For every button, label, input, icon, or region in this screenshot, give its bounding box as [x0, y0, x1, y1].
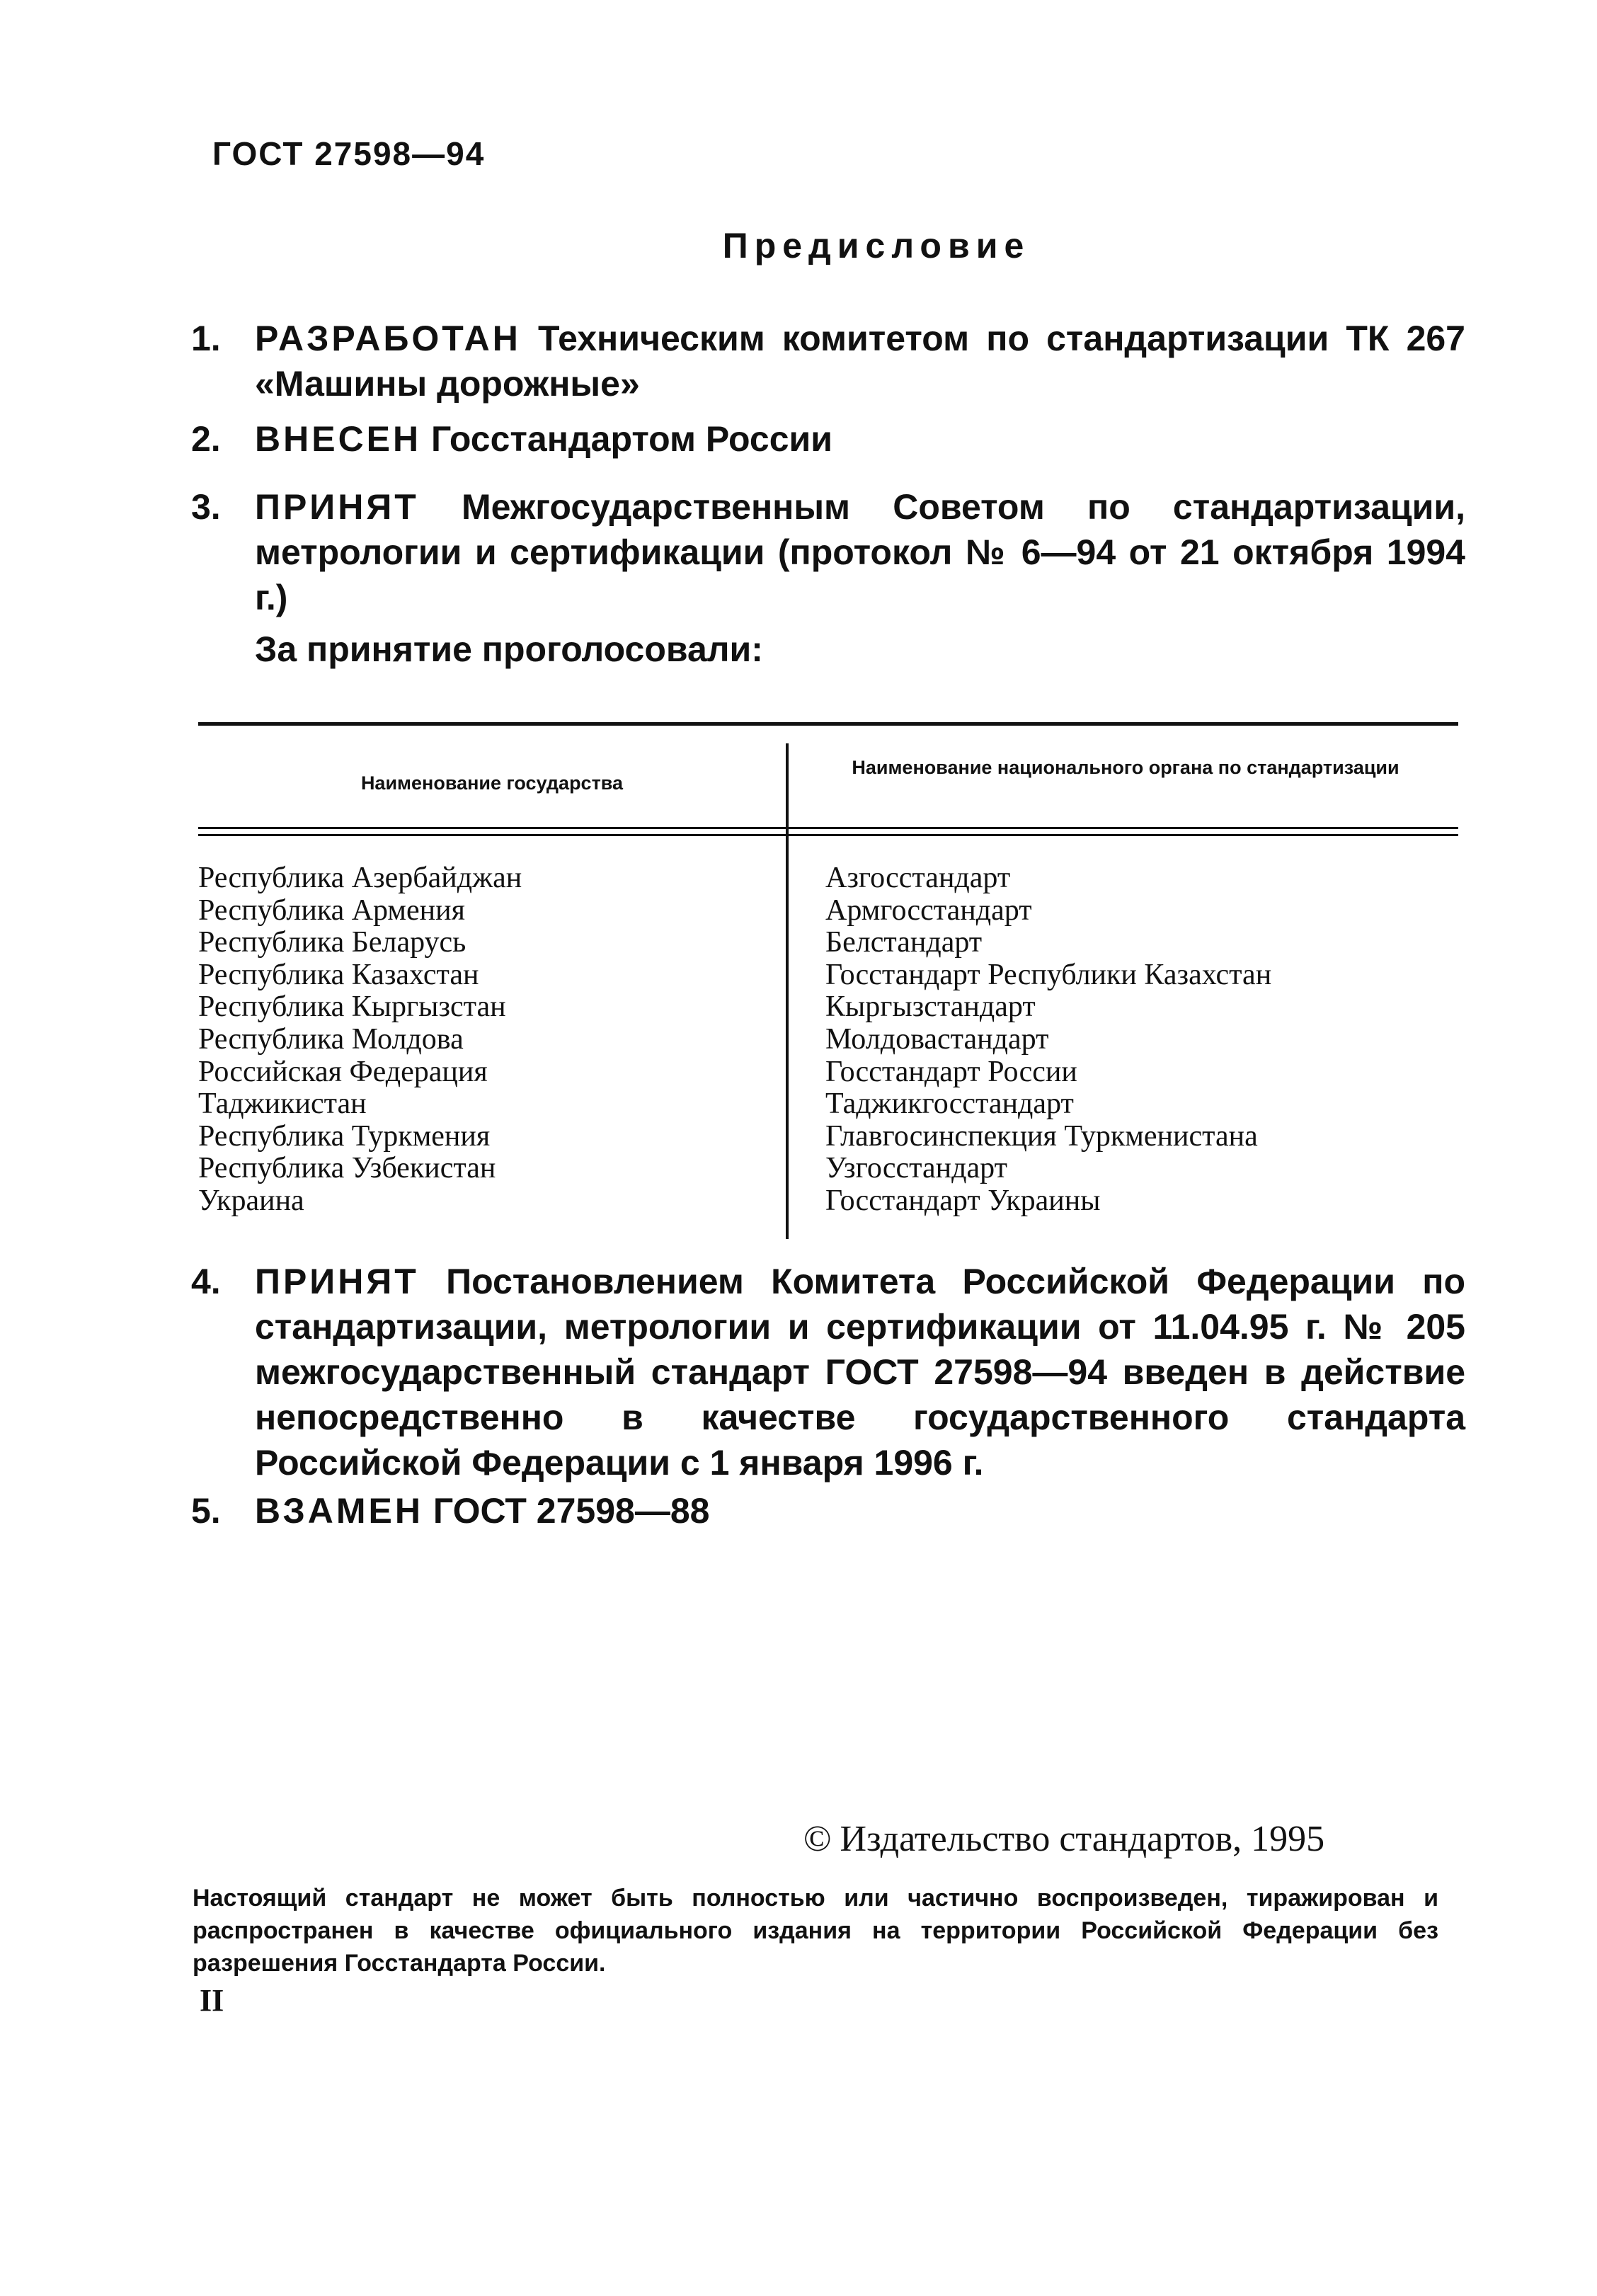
table-cell-body: Госстандарт Республики Казахстан	[825, 958, 1272, 991]
table-cell-body: Госстандарт России	[825, 1055, 1077, 1088]
item-number: 2.	[191, 419, 221, 459]
item-lead: ПРИНЯТ	[255, 1262, 419, 1301]
foreword-item-1	[191, 316, 1465, 406]
item-lead: РАЗРАБОТАН	[255, 319, 521, 358]
foreword-item-2	[191, 416, 1465, 462]
item-number: 4.	[191, 1262, 221, 1301]
header-national-body: Наименование национального органа по стандартизации	[852, 757, 1399, 778]
item-text: Межгосударственным Советом по стандартизации, метрологии и сертификации (протокол № 6—94 от 21 октября 1994 г.)	[255, 487, 1465, 617]
table-cell-state: Республика Молдова	[198, 1022, 464, 1056]
table-cell-body: Армгосстандарт	[825, 893, 1032, 927]
item-text: Постановлением Комитета Российской Федерации по стандартизации, метрологии и сертификации от 11.04.95 г. № 205 межгосударственный стандарт ГОСТ 27598—94 введен в действие непосредственно в качестве государственного стандарта Российской Федерации с 1 января 1996 г.	[255, 1262, 1465, 1483]
table-cell-state: Республика Узбекистан	[198, 1152, 496, 1185]
table-cell-state: Российская Федерация	[198, 1055, 488, 1088]
table-top-rule	[198, 722, 1458, 726]
table-cell-state: Украина	[198, 1184, 304, 1217]
table-cell-body: Белстандарт	[825, 926, 983, 959]
item-text: Техническим комитетом по стандартизации ТК 267 «Машины дорожные»	[255, 319, 1465, 404]
item-lead: ВНЕСЕН	[255, 419, 422, 459]
item-number: 5.	[191, 1491, 221, 1531]
foreword-item-4	[191, 1259, 1465, 1485]
table-cell-state: Таджикистан	[198, 1087, 367, 1121]
table-cell-body: Азгосстандарт	[825, 862, 1011, 894]
table-cell-state: Республика Кыргызстан	[198, 990, 506, 1024]
table-cell-state: Республика Азербайджан	[198, 862, 522, 894]
item-lead: ПРИНЯТ	[255, 487, 419, 527]
copyright-line	[803, 1818, 1324, 1860]
page-number: II	[200, 1983, 224, 2018]
table-cell-body: Молдовастандарт	[825, 1022, 1049, 1056]
table-cell-state: Республика Туркмения	[198, 1119, 491, 1153]
foreword-item-5	[191, 1488, 1465, 1533]
document-code: ГОСТ 27598—94	[212, 135, 486, 172]
item-number: 1.	[191, 319, 221, 358]
national-body-column	[825, 862, 1463, 1218]
table-cell-state: Республика Беларусь	[198, 926, 466, 959]
item-number: 3.	[191, 487, 221, 527]
state-column	[198, 862, 772, 1218]
header-rule	[198, 834, 1458, 836]
table-cell-state: Республика Казахстан	[198, 958, 479, 991]
copyright-icon: ©	[803, 1819, 832, 1859]
table-cell-body: Госстандарт Украины	[825, 1184, 1101, 1217]
voting-table	[198, 722, 1458, 1232]
copyright-text: Издательство стандартов, 1995	[840, 1819, 1325, 1859]
table-cell-body: Кыргызстандарт	[825, 990, 1036, 1024]
item-text: ГОСТ 27598—88	[433, 1491, 710, 1531]
foreword-item-3	[191, 484, 1465, 620]
table-cell-body: Главгосинспекция Туркменистана	[825, 1119, 1258, 1153]
reproduction-notice: Настоящий стандарт не может быть полностью или частично воспроизведен, тиражирован и распространен в качестве официального издания на территории Российской Федерации без разрешения Госстандарта России.	[193, 1885, 1438, 1977]
item-text: Госстандартом России	[431, 419, 832, 459]
table-cell-body: Таджикгосстандарт	[825, 1087, 1074, 1121]
header-rule	[198, 827, 1458, 829]
table-cell-state: Республика Армения	[198, 893, 465, 927]
header-state: Наименование государства	[360, 772, 624, 794]
vote-intro: За принятие проголосовали:	[255, 629, 763, 669]
page-title: Предисловие	[722, 226, 1031, 265]
item-lead: ВЗАМЕН	[255, 1491, 423, 1531]
column-divider	[786, 743, 789, 1239]
table-cell-body: Узгосстандарт	[825, 1152, 1007, 1185]
